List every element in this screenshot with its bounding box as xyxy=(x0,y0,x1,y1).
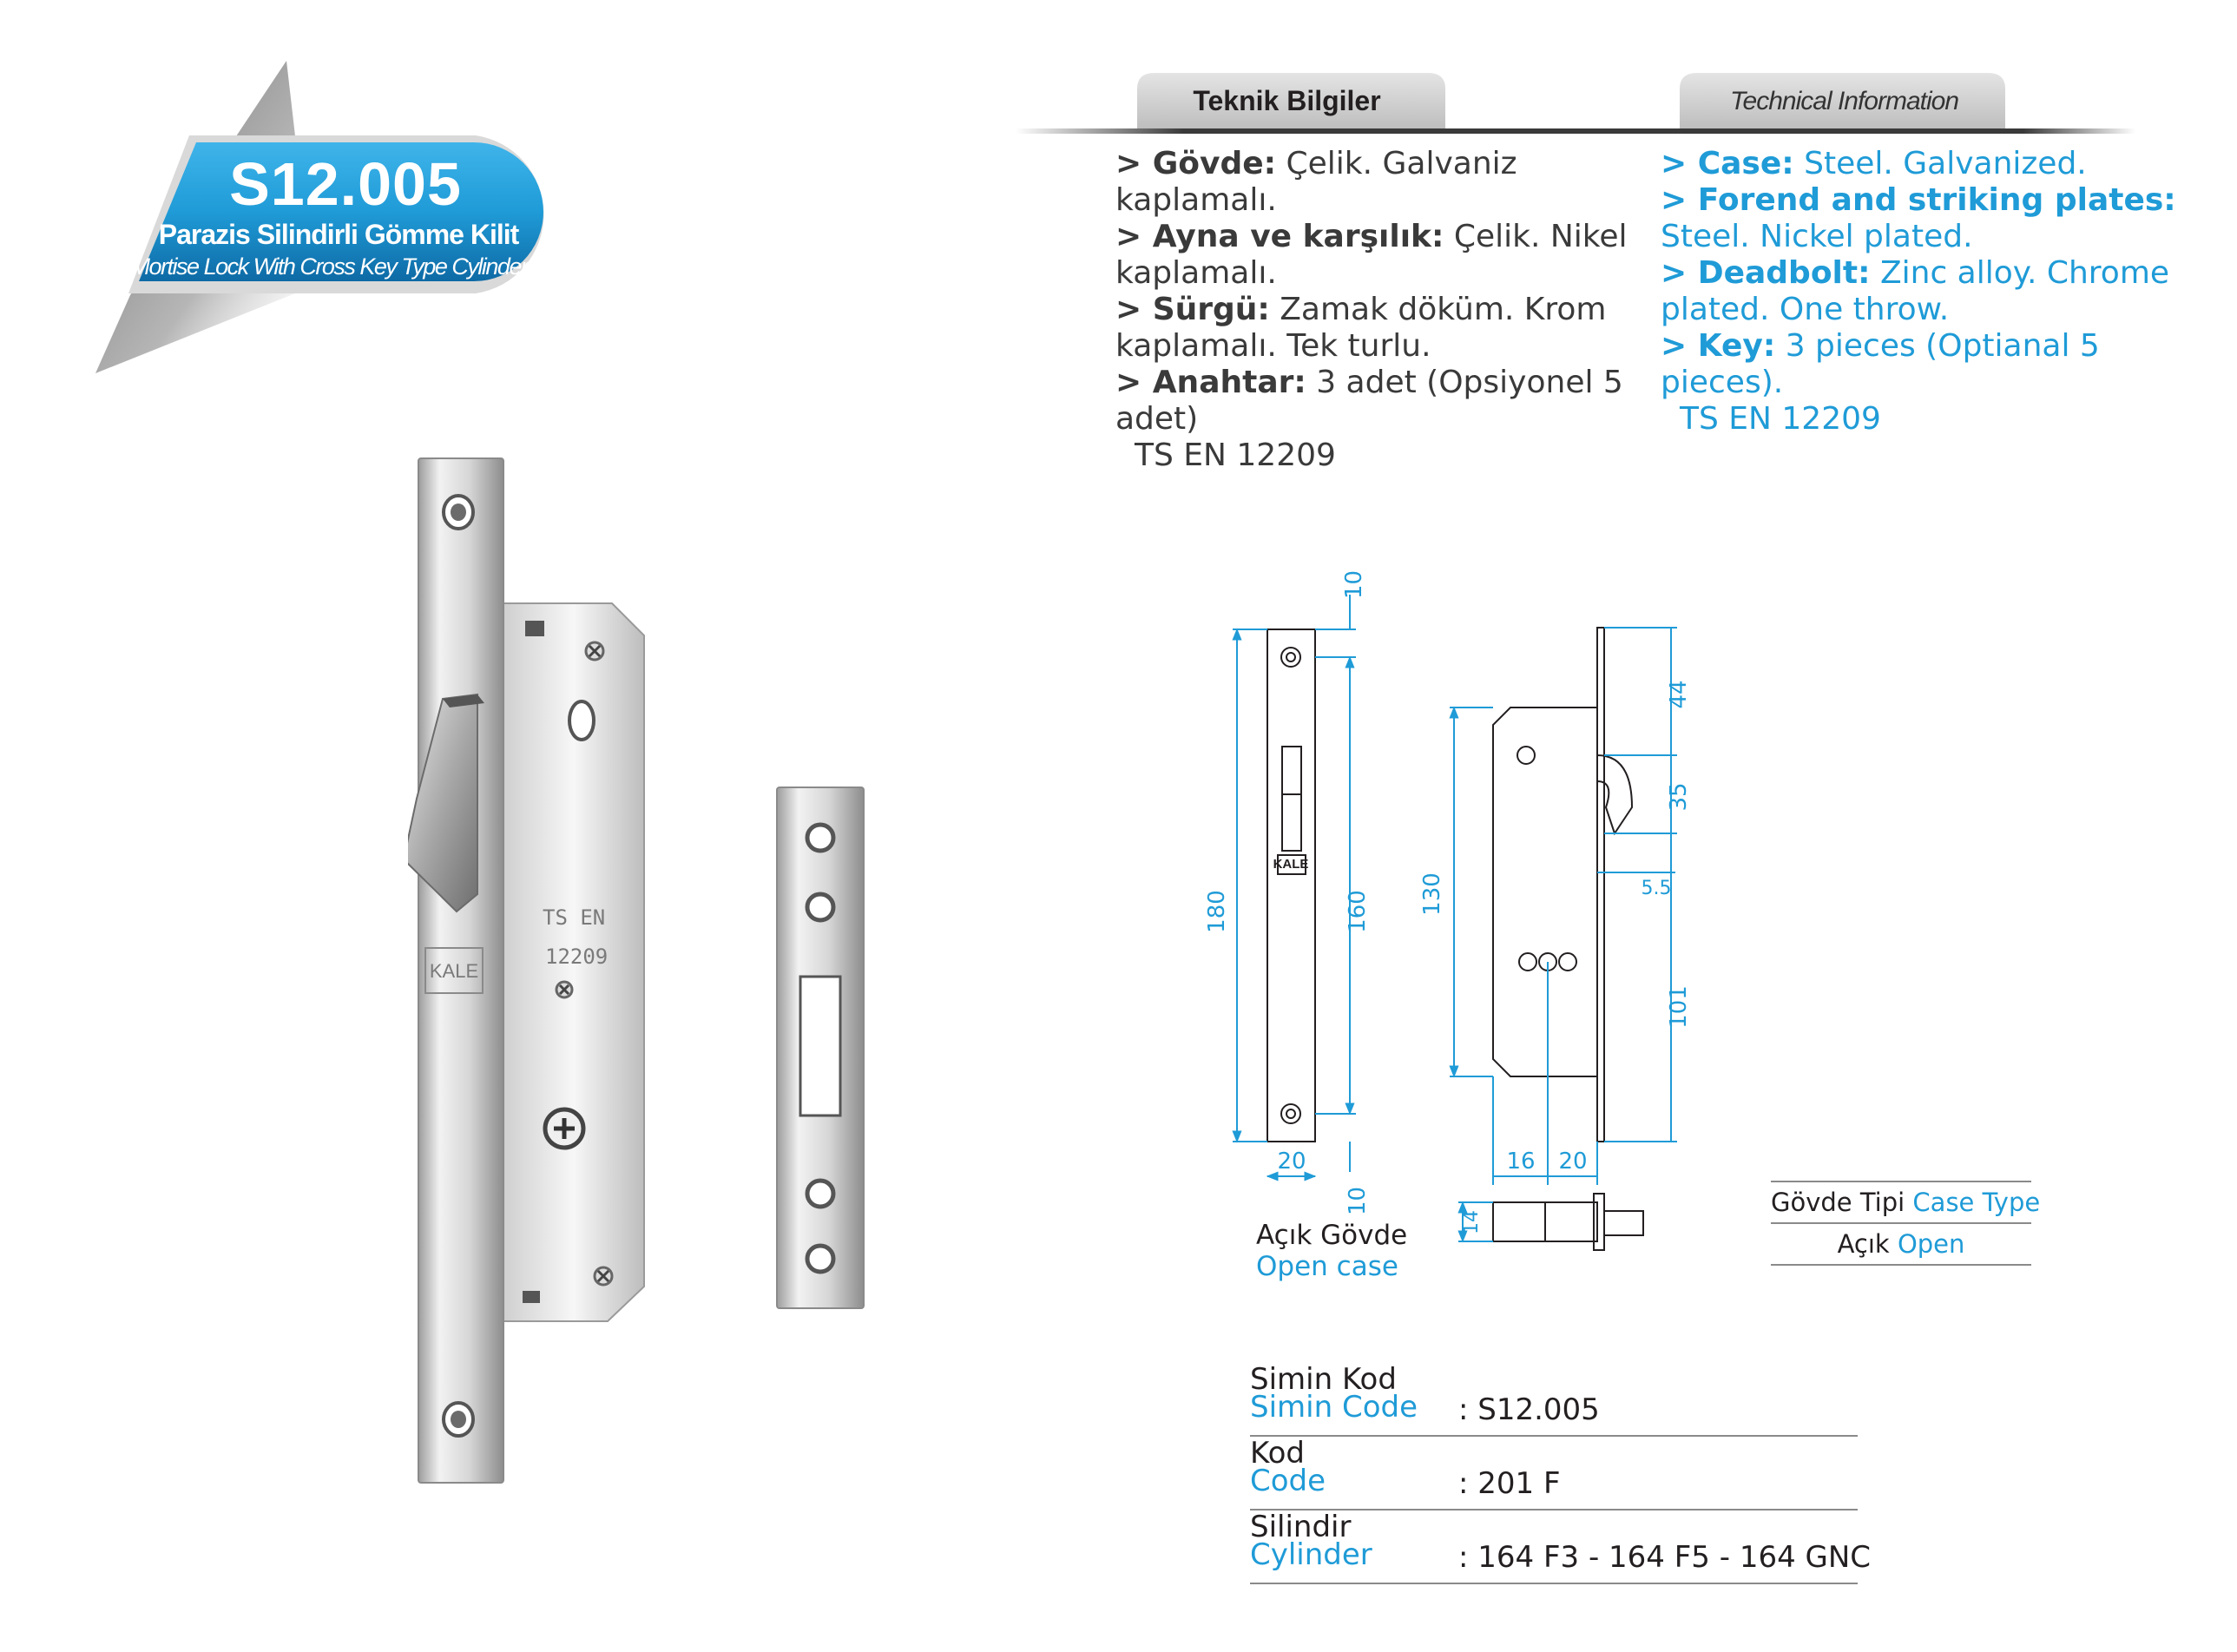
spec-item: > Case: Steel. Galvanized. xyxy=(1661,146,2087,181)
spec-list-en xyxy=(1661,146,2216,438)
case-label-en: Open case xyxy=(1256,1251,1398,1282)
product-title-en: Mortise Lock With Cross Key Type Cylinders xyxy=(130,253,538,280)
case-label xyxy=(1256,1220,1407,1282)
spec-item: > Deadbolt: Zinc alloy. Chrome plated. One throw. xyxy=(1661,255,2170,327)
product-code: S12.005 xyxy=(229,150,462,218)
strike-plate-photo xyxy=(764,777,877,1324)
forend-text-1: TS EN xyxy=(543,905,606,930)
code-row: Kod Code : 201 F xyxy=(1250,1437,1858,1510)
tab-label-tr: Teknik Bilgiler xyxy=(1193,85,1381,116)
product-title-tr: Parazis Silindirli Gömme Kilit xyxy=(158,219,519,250)
dim-case-height: 130 xyxy=(1419,872,1445,916)
technical-drawing xyxy=(1163,547,1701,1328)
dim-bottom-offset: 10 xyxy=(1345,1186,1371,1215)
dim-forend-width: 20 xyxy=(1277,1149,1306,1175)
spec-standard: TS EN 12209 xyxy=(1680,401,1881,437)
spec-item: > Sürgü: Zamak döküm. Krom kaplamalı. Tek turlu. xyxy=(1115,292,1607,364)
dim-case-top: 44 xyxy=(1666,680,1692,709)
spec-item: > Gövde: Çelik. Galvaniz kaplamalı. xyxy=(1115,146,1517,218)
dim-screw-spacing: 160 xyxy=(1345,890,1371,933)
spec-list-tr xyxy=(1115,146,1628,474)
spec-item: > Key: 3 pieces (Optianal 5 pieces). xyxy=(1661,328,2100,400)
lock-photo xyxy=(408,443,668,1484)
dim-backset-lower: 101 xyxy=(1666,985,1692,1029)
forend-text-2: 12209 xyxy=(545,944,609,969)
dim-bolt-gap: 5.5 xyxy=(1641,878,1672,899)
case-label-tr: Açık Gövde xyxy=(1256,1220,1408,1251)
dim-backset-width: 20 xyxy=(1558,1149,1588,1175)
spec-item: > Anahtar: 3 adet (Opsiyonel 5 adet) xyxy=(1115,365,1623,437)
drawing-brand: KALE xyxy=(1273,857,1309,872)
case-type-value: Açık Open xyxy=(1837,1229,1965,1259)
tab-label-en: Technical Information xyxy=(1729,87,1959,115)
dim-cyl-offset: 16 xyxy=(1506,1149,1536,1175)
spec-item: > Ayna ve karşılık: Çelik. Nikel kaplamalı. xyxy=(1115,219,1628,291)
case-type-header: Gövde Tipi Case Type xyxy=(1771,1188,2041,1217)
dim-bolt-height: 35 xyxy=(1666,782,1692,812)
code-row: Simin Kod Simin Code : S12.005 xyxy=(1250,1363,1858,1437)
dim-thickness: 14 xyxy=(1461,1210,1483,1234)
code-row: Silindir Cylinder : 164 F3 - 164 F5 - 164 GNC xyxy=(1250,1510,1858,1584)
code-table xyxy=(1250,1362,1872,1584)
case-type-table xyxy=(1771,1181,2041,1266)
spec-standard: TS EN 12209 xyxy=(1135,438,1336,473)
spec-item: > Forend and striking plates: Steel. Nickel plated. xyxy=(1661,182,2176,254)
lock-brand: KALE xyxy=(429,960,479,982)
dim-total-height: 180 xyxy=(1204,890,1230,933)
dim-top-offset: 10 xyxy=(1341,569,1367,599)
